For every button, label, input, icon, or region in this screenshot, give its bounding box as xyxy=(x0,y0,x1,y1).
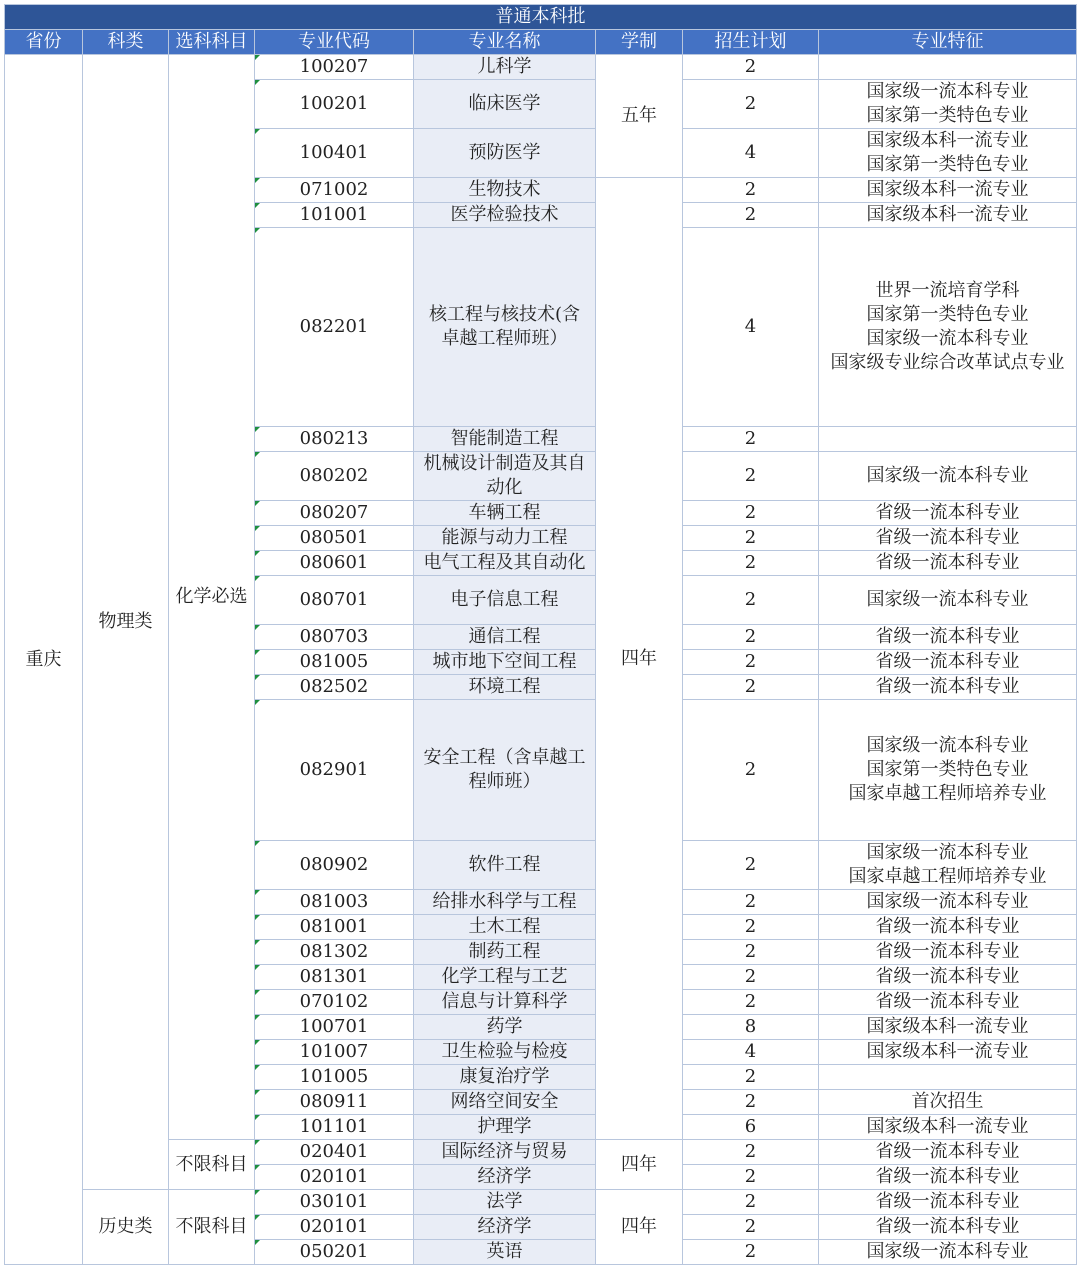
major-code-cell: 020101 xyxy=(255,1215,414,1240)
subjects-cell-chem-required: 化学必选 xyxy=(169,55,255,1140)
major-name-cell: 临床医学 xyxy=(414,80,596,129)
major-feature-cell: 省级一流本科专业 xyxy=(819,526,1077,551)
header-major-name: 专业名称 xyxy=(414,30,596,55)
major-code-cell: 030101 xyxy=(255,1190,414,1215)
duration-cell: 四年 xyxy=(596,1190,683,1265)
major-name-cell: 核工程与核技术(含 卓越工程师班） xyxy=(414,228,596,427)
major-name-cell: 法学 xyxy=(414,1190,596,1215)
major-name-cell: 卫生检验与检疫 xyxy=(414,1040,596,1065)
major-name-cell: 康复治疗学 xyxy=(414,1065,596,1090)
table-title: 普通本科批 xyxy=(5,5,1077,30)
plan-count-cell: 2 xyxy=(683,625,819,650)
major-code-cell: 100701 xyxy=(255,1015,414,1040)
major-code-cell: 081001 xyxy=(255,915,414,940)
major-code-cell: 100201 xyxy=(255,80,414,129)
major-code-cell: 082901 xyxy=(255,700,414,841)
major-feature-cell xyxy=(819,1065,1077,1090)
plan-count-cell: 2 xyxy=(683,1240,819,1265)
major-name-cell: 制药工程 xyxy=(414,940,596,965)
major-name-cell: 软件工程 xyxy=(414,841,596,890)
major-code-cell: 080501 xyxy=(255,526,414,551)
major-name-cell: 护理学 xyxy=(414,1115,596,1140)
major-code-cell: 082502 xyxy=(255,675,414,700)
major-code-cell: 101005 xyxy=(255,1065,414,1090)
major-name-cell: 网络空间安全 xyxy=(414,1090,596,1115)
plan-count-cell: 2 xyxy=(683,915,819,940)
header-subjects: 选科科目 xyxy=(169,30,255,55)
header-province: 省份 xyxy=(5,30,83,55)
major-feature-cell xyxy=(819,427,1077,452)
major-code-cell: 020101 xyxy=(255,1165,414,1190)
plan-count-cell: 2 xyxy=(683,203,819,228)
major-code-cell: 071002 xyxy=(255,178,414,203)
major-feature-cell: 国家级本科一流专业 xyxy=(819,178,1077,203)
major-code-cell: 080213 xyxy=(255,427,414,452)
table-row xyxy=(5,55,1077,80)
major-feature-cell: 世界一流培育学科 国家第一类特色专业 国家级一流本科专业 国家级专业综合改革试点专业 xyxy=(819,228,1077,427)
category-cell-history: 历史类 xyxy=(83,1190,169,1265)
major-name-cell: 能源与动力工程 xyxy=(414,526,596,551)
major-name-cell: 生物技术 xyxy=(414,178,596,203)
plan-count-cell: 2 xyxy=(683,526,819,551)
major-feature-cell: 省级一流本科专业 xyxy=(819,1190,1077,1215)
major-code-cell: 080207 xyxy=(255,501,414,526)
major-feature-cell xyxy=(819,55,1077,80)
major-code-cell: 020401 xyxy=(255,1140,414,1165)
major-feature-cell: 国家级本科一流专业 xyxy=(819,1015,1077,1040)
plan-count-cell: 4 xyxy=(683,228,819,427)
plan-count-cell: 2 xyxy=(683,1140,819,1165)
plan-count-cell: 2 xyxy=(683,1090,819,1115)
header-plan: 招生计划 xyxy=(683,30,819,55)
major-code-cell: 101101 xyxy=(255,1115,414,1140)
major-name-cell: 信息与计算科学 xyxy=(414,990,596,1015)
plan-count-cell: 2 xyxy=(683,890,819,915)
plan-count-cell: 2 xyxy=(683,1215,819,1240)
major-feature-cell: 国家级一流本科专业 xyxy=(819,1240,1077,1265)
major-feature-cell: 国家级本科一流专业 国家第一类特色专业 xyxy=(819,129,1077,178)
plan-count-cell: 2 xyxy=(683,452,819,501)
plan-count-cell: 2 xyxy=(683,576,819,625)
plan-count-cell: 6 xyxy=(683,1115,819,1140)
header-category: 科类 xyxy=(83,30,169,55)
major-name-cell: 土木工程 xyxy=(414,915,596,940)
major-feature-cell: 国家级本科一流专业 xyxy=(819,1115,1077,1140)
major-code-cell: 080902 xyxy=(255,841,414,890)
major-name-cell: 智能制造工程 xyxy=(414,427,596,452)
duration-cell: 五年 xyxy=(596,55,683,178)
major-feature-cell: 国家级一流本科专业 xyxy=(819,576,1077,625)
major-code-cell: 080601 xyxy=(255,551,414,576)
major-feature-cell: 省级一流本科专业 xyxy=(819,1165,1077,1190)
major-feature-cell: 国家级一流本科专业 xyxy=(819,452,1077,501)
major-feature-cell: 省级一流本科专业 xyxy=(819,675,1077,700)
major-name-cell: 英语 xyxy=(414,1240,596,1265)
plan-count-cell: 2 xyxy=(683,178,819,203)
major-feature-cell: 省级一流本科专业 xyxy=(819,1215,1077,1240)
major-feature-cell: 省级一流本科专业 xyxy=(819,915,1077,940)
major-name-cell: 经济学 xyxy=(414,1165,596,1190)
major-code-cell: 070102 xyxy=(255,990,414,1015)
major-feature-cell: 省级一流本科专业 xyxy=(819,650,1077,675)
category-cell-physics: 物理类 xyxy=(83,55,169,1190)
major-feature-cell: 省级一流本科专业 xyxy=(819,551,1077,576)
major-name-cell: 环境工程 xyxy=(414,675,596,700)
plan-count-cell: 2 xyxy=(683,940,819,965)
subjects-cell-no-limit: 不限科目 xyxy=(169,1140,255,1190)
major-code-cell: 081005 xyxy=(255,650,414,675)
major-code-cell: 081302 xyxy=(255,940,414,965)
plan-count-cell: 2 xyxy=(683,1190,819,1215)
major-name-cell: 电气工程及其自动化 xyxy=(414,551,596,576)
plan-count-cell: 2 xyxy=(683,965,819,990)
major-feature-cell: 省级一流本科专业 xyxy=(819,625,1077,650)
major-code-cell: 101001 xyxy=(255,203,414,228)
subjects-cell-no-limit: 不限科目 xyxy=(169,1190,255,1265)
plan-count-cell: 2 xyxy=(683,427,819,452)
major-code-cell: 081301 xyxy=(255,965,414,990)
major-name-cell: 医学检验技术 xyxy=(414,203,596,228)
major-code-cell: 080202 xyxy=(255,452,414,501)
major-feature-cell: 国家级本科一流专业 xyxy=(819,203,1077,228)
plan-count-cell: 4 xyxy=(683,129,819,178)
plan-count-cell: 2 xyxy=(683,990,819,1015)
plan-count-cell: 2 xyxy=(683,1165,819,1190)
major-name-cell: 城市地下空间工程 xyxy=(414,650,596,675)
major-code-cell: 100207 xyxy=(255,55,414,80)
province-cell: 重庆 xyxy=(5,55,83,1265)
major-code-cell: 080703 xyxy=(255,625,414,650)
major-feature-cell: 省级一流本科专业 xyxy=(819,990,1077,1015)
major-feature-cell: 首次招生 xyxy=(819,1090,1077,1115)
major-name-cell: 电子信息工程 xyxy=(414,576,596,625)
plan-count-cell: 2 xyxy=(683,80,819,129)
header-duration: 学制 xyxy=(596,30,683,55)
major-name-cell: 药学 xyxy=(414,1015,596,1040)
major-code-cell: 100401 xyxy=(255,129,414,178)
major-code-cell: 050201 xyxy=(255,1240,414,1265)
major-feature-cell: 省级一流本科专业 xyxy=(819,501,1077,526)
major-name-cell: 车辆工程 xyxy=(414,501,596,526)
major-name-cell: 儿科学 xyxy=(414,55,596,80)
major-code-cell: 080701 xyxy=(255,576,414,625)
major-name-cell: 安全工程（含卓越工 程师班） xyxy=(414,700,596,841)
plan-count-cell: 4 xyxy=(683,1040,819,1065)
major-name-cell: 化学工程与工艺 xyxy=(414,965,596,990)
plan-count-cell: 2 xyxy=(683,650,819,675)
plan-count-cell: 2 xyxy=(683,55,819,80)
table-row xyxy=(5,1190,1077,1215)
header-feature: 专业特征 xyxy=(819,30,1077,55)
major-name-cell: 通信工程 xyxy=(414,625,596,650)
major-code-cell: 080911 xyxy=(255,1090,414,1115)
plan-count-cell: 2 xyxy=(683,675,819,700)
major-feature-cell: 国家级一流本科专业 国家卓越工程师培养专业 xyxy=(819,841,1077,890)
major-code-cell: 101007 xyxy=(255,1040,414,1065)
major-name-cell: 国际经济与贸易 xyxy=(414,1140,596,1165)
major-code-cell: 082201 xyxy=(255,228,414,427)
major-feature-cell: 国家级一流本科专业 xyxy=(819,890,1077,915)
major-name-cell: 经济学 xyxy=(414,1215,596,1240)
major-feature-cell: 国家级一流本科专业 国家第一类特色专业 xyxy=(819,80,1077,129)
major-name-cell: 给排水科学与工程 xyxy=(414,890,596,915)
plan-count-cell: 2 xyxy=(683,1065,819,1090)
plan-count-cell: 8 xyxy=(683,1015,819,1040)
major-feature-cell: 国家级本科一流专业 xyxy=(819,1040,1077,1065)
major-feature-cell: 省级一流本科专业 xyxy=(819,940,1077,965)
plan-count-cell: 2 xyxy=(683,501,819,526)
table-body xyxy=(5,55,1077,1265)
major-name-cell: 预防医学 xyxy=(414,129,596,178)
major-code-cell: 081003 xyxy=(255,890,414,915)
plan-count-cell: 2 xyxy=(683,700,819,841)
duration-cell: 四年 xyxy=(596,178,683,1140)
major-name-cell: 机械设计制造及其自 动化 xyxy=(414,452,596,501)
duration-cell: 四年 xyxy=(596,1140,683,1190)
plan-count-cell: 2 xyxy=(683,841,819,890)
major-feature-cell: 省级一流本科专业 xyxy=(819,965,1077,990)
admission-plan-table xyxy=(4,4,1077,1265)
major-feature-cell: 国家级一流本科专业 国家第一类特色专业 国家卓越工程师培养专业 xyxy=(819,700,1077,841)
major-feature-cell: 省级一流本科专业 xyxy=(819,1140,1077,1165)
plan-count-cell: 2 xyxy=(683,551,819,576)
header-major-code: 专业代码 xyxy=(255,30,414,55)
